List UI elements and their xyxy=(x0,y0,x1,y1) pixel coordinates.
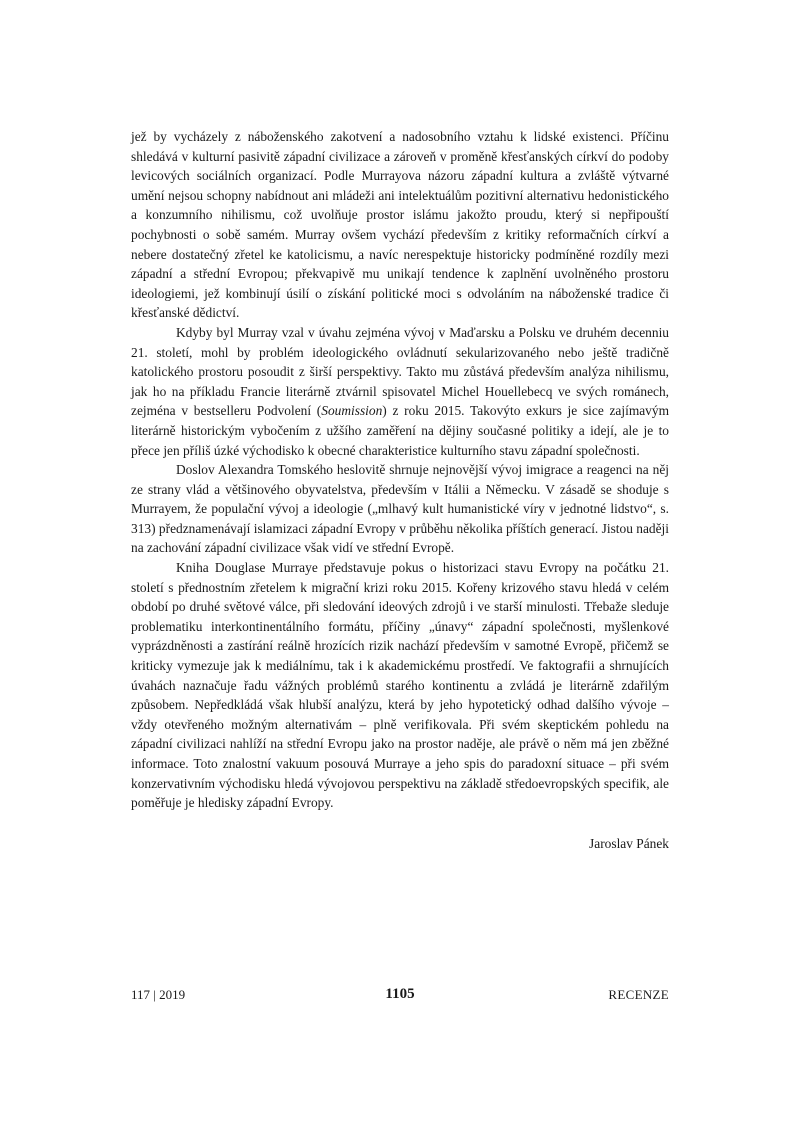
text-span: ) z roku 2015. Takovýto exkurs je sice zajímavým literárně historickým vybočením z užšího zaměření na dějiny současné politiky a idejí, ale je to přece jen příliš úzké východisko k obecné charakteristice kulturního stavu západní společnosti. xyxy=(131,403,669,458)
text-span: Doslov Alexandra Tomského heslovitě shrnuje nejnovější vývoj imigrace a reagenci na něj ze strany vlád a většinového obyvatelstva, především v Itálii a Německu. V zásadě se shoduje s Murrayem, že populační vývoj a ideologie („mlhavý kult humanistické víry v jednotné lidstvo“, s. 313) předznamenávají islamizaci západní Evropy v průběhu několika příštích generací. Jistou naději na zachování západní civilizace však vidí ve střední Evropě. xyxy=(131,462,669,556)
author-signature: Jaroslav Pánek xyxy=(589,836,669,851)
text-span: jež by vycházely z náboženského zakotvení a nadosobního vztahu k lidské existenci. Příčinu shledává v kulturní pasivitě západní civilizace a zároveň v proměně křesťanských církví do podoby levicových sociálních organizací. Podle Murrayova názoru západní kultura a zvláště výtvarné umění nejsou schopny nabídnout ani mládeži ani intelektuálům pozitivní alternativu hedonistického a konzumního nihilismu, což uvolňuje prostor islámu jakožto proudu, který si nepřipouští pochybnosti o sobě samém. Murray ovšem vychází především z kritiky reformačních církví a nebere dostatečný zřetel ke katolicismu, a navíc nerespektuje historicky podmíněné rozdíly mezi západní a střední Evropou; překvapivě mu unikají tendence k zaplnění uvolněného prostoru ideologiemi, jež kombinují úsilí o získání politické moci s odvoláním na náboženské tradice či křesťanské dědictví. xyxy=(131,129,669,321)
page-number: 1105 xyxy=(385,986,415,1002)
review-body xyxy=(131,127,669,813)
text-span: Kniha Douglase Murraye představuje pokus o historizaci stavu Evropy na počátku 21. století s přednostním zřetelem k migrační krizi roku 2015. Kořeny krizového stavu hledá v celém období po druhé světové válce, při sledování ideových zdrojů i ve starší minulosti. Třebaže sleduje problematiku interkontinentálního formátu, příčiny „únavy“ západní společnosti, myšlenkové vyprázdněnosti a zastírání reálně hrozících rizik nachází především v samotné Evropě, přičemž se kriticky vymezuje jak k mediálnímu, tak i k akademickému prostředí. Ve faktografii a shrnujících úvahách naznačuje řadu vážných problémů starého kontinentu a zvládá je literárně zdařilým způsobem. Nepředkládá však hlubší analýzu, která by jeho hypotetický odhad dalšího vývoje – vždy otevřeného možným alternativám – plně verifikovala. Při svém skeptickém pohledu na západní civilizaci nahlíží na střední Evropu jako na prostor naděje, ale právě o něm má jen zběžné informace. Toto znalostní vakuum posouvá Murraye a jeho spis do paradoxní situace – při svém konzervativním východisku hledá vývojovou perspektivu na základě středoevropských specifik, ale poměřuje je hledisky západní Evropy. xyxy=(131,560,669,811)
paragraph-3 xyxy=(131,460,669,558)
text-span: Kdyby byl Murray vzal v úvahu zejména vývoj v Maďarsku a Polsku ve druhém decenniu 21. století, mohl by problém ideologického ovládnutí sekularizovaného nebo ještě tradičně katolického prostoru posoudit z širší perspektivy. Takto mu zůstává především analýza nihilismu, jak ho na příkladu Francie literárně ztvárnil spisovatel Michel Houellebecq ve svých románech, zejména v bestselleru Podvolení ( xyxy=(131,324,669,419)
paragraph-2 xyxy=(131,323,669,460)
issue-info: 117 | 2019 xyxy=(131,987,186,1002)
paragraph-4 xyxy=(131,558,669,813)
page-footer xyxy=(131,987,669,1009)
book-title-italic: Soumission xyxy=(321,403,383,419)
paragraph-1 xyxy=(131,127,669,323)
section-label: RECENZE xyxy=(608,987,669,1002)
